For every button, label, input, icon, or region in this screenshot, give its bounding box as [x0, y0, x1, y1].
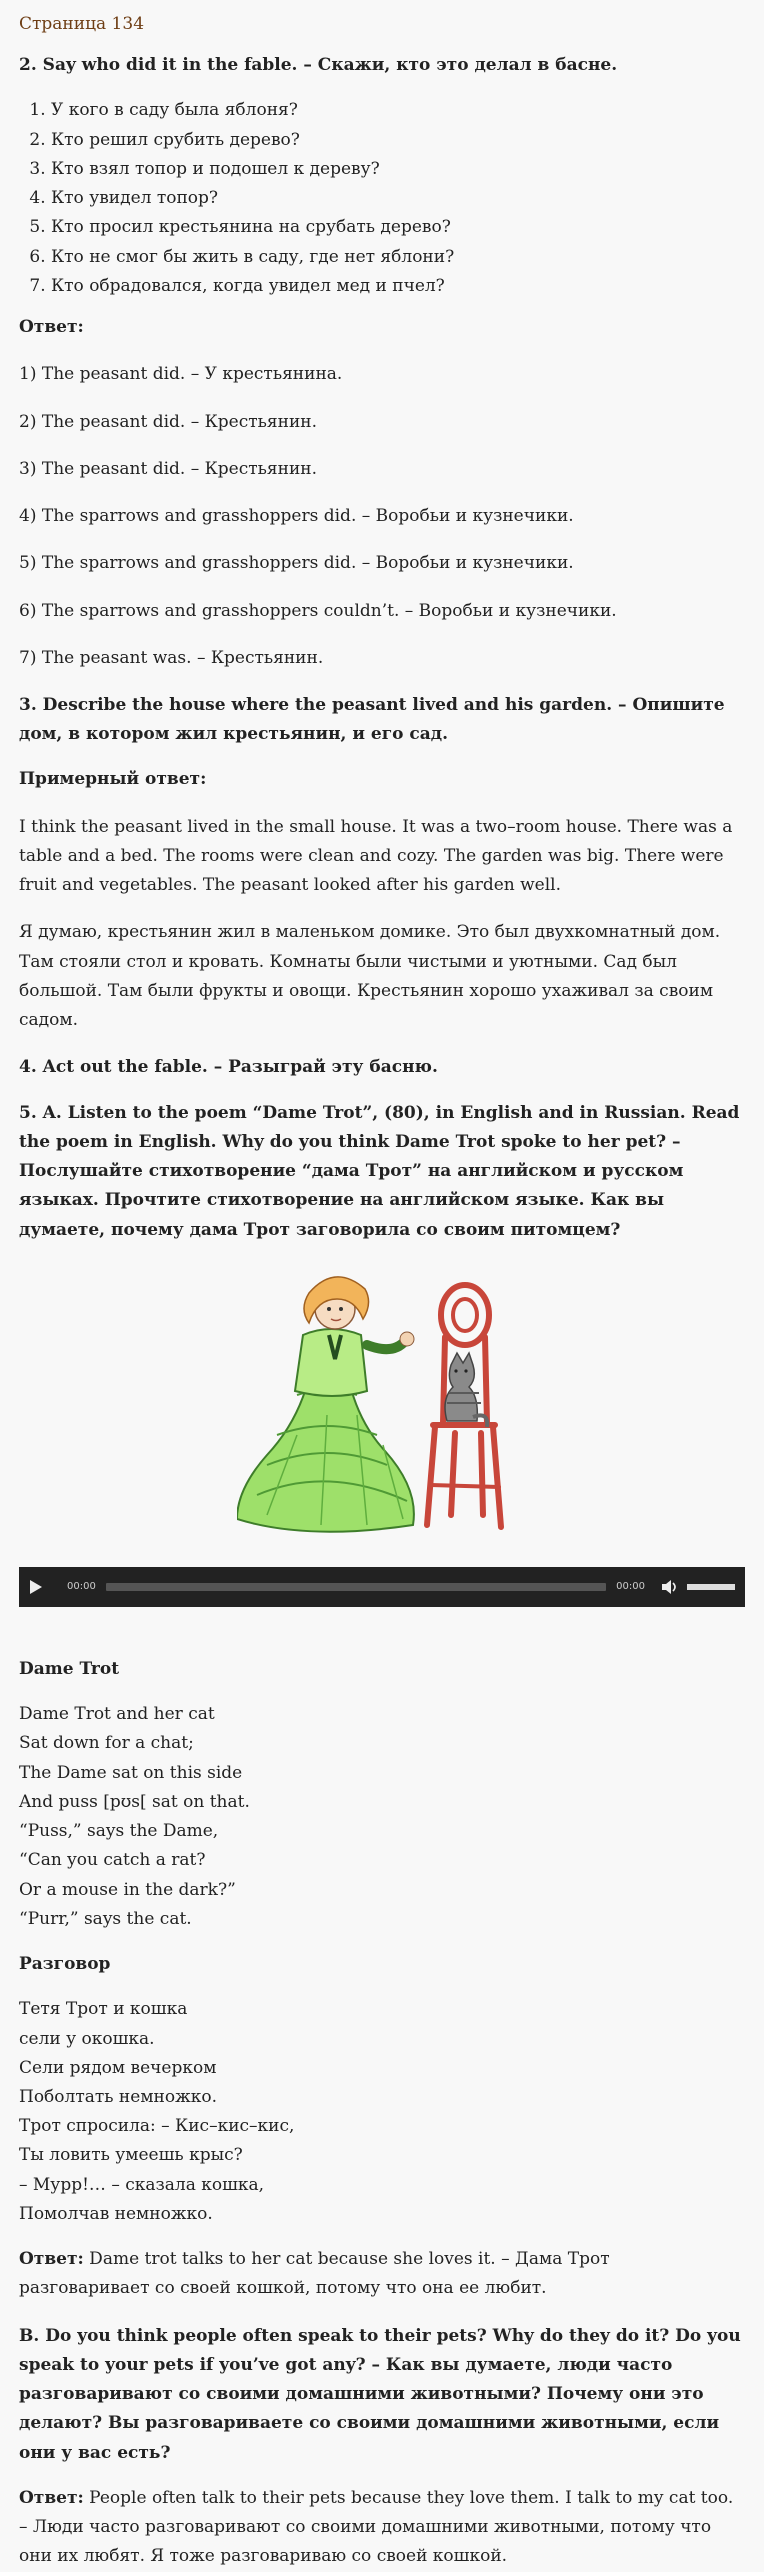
audio-player	[19, 1567, 745, 1607]
answer-line: 1) The peasant did. – У крестьянина.	[19, 364, 343, 385]
exercise-5b-heading: B. Do you think people often speak to their pets? Why do they do it? Do you speak to your pets if you’ve got any? – Как вы думаете, люди часто разговаривают со своими домашними животными? Почему они это делают? Вы разговариваете со своими домашними животными, если они у вас есть?	[19, 2325, 741, 2463]
exercise-2-heading: 2. Say who did it in the fable. – Скажи, кто это делал в басне.	[19, 55, 618, 76]
list-item: 7. Кто обрадовался, когда увидел мед и пчел?	[51, 272, 745, 301]
play-button[interactable]	[29, 1579, 43, 1595]
poem-line: Тетя Трот и кошка	[19, 1999, 188, 2020]
poem-en	[19, 1700, 745, 1934]
poem-ru	[19, 1995, 745, 2229]
list-item: 6. Кто не смог бы жить в саду, где нет яблони?	[51, 243, 745, 272]
poem-line: сели у окошка.	[19, 2028, 155, 2049]
cat-icon	[445, 1353, 487, 1427]
poem-line: “Purr,” says the cat.	[19, 1908, 192, 1929]
answer-label: Ответ:	[19, 2487, 84, 2508]
page-label: Страница 134	[19, 14, 145, 34]
poem-line: The Dame sat on this side	[19, 1762, 243, 1783]
dame-trot-and-cat-image	[237, 1265, 527, 1537]
answer-5a	[19, 2245, 745, 2303]
answer-line: 6) The sparrows and grasshoppers couldn’t. – Воробьи и кузнечики.	[19, 600, 617, 621]
exercise-2-questions	[19, 96, 745, 301]
list-item: 1. У кого в саду была яблоня?	[51, 96, 745, 125]
exercise-4-heading: 4. Act out the fable. – Разыграй эту басню.	[19, 1057, 438, 1078]
answer-5b	[19, 2484, 745, 2572]
volume-button[interactable]	[661, 1579, 679, 1595]
exercise-3-answer-label: Примерный ответ:	[19, 769, 207, 790]
answer-line: 5) The sparrows and grasshoppers did. – Воробьи и кузнечики.	[19, 553, 574, 574]
list-item: 2. Кто решил срубить дерево?	[51, 126, 745, 155]
exercise-5a-heading: 5. A. Listen to the poem “Dame Trot”, (80), in English and in Russian. Read the poem in English. Why do you think Dame Trot spoke to her pet? – Послушайте стихотворение “дама Трот” на английском и русском языках. Прочтите стихотворение на английском языке. Как вы думаете, почему дама Трот заговорила со своим питомцем?	[19, 1102, 740, 1240]
exercise-3-text-ru: Я думаю, крестьянин жил в маленьком домике. Это был двухкомнатный дом. Там стояли стол и кровать. Комнаты были чистыми и уютными. Сад был большой. Там были фрукты и овощи. Крестьянин хорошо ухаживал за своим садом.	[19, 922, 721, 1031]
list-item: 5. Кто просил крестьянина на срубать дерево?	[51, 213, 745, 242]
current-time: 00:00	[67, 1581, 96, 1593]
play-icon	[29, 1579, 43, 1595]
poem-line: “Puss,” says the Dame,	[19, 1821, 219, 1842]
answer-line: 4) The sparrows and grasshoppers did. – Воробьи и кузнечики.	[19, 506, 574, 527]
exercise-3-heading: 3. Describe the house where the peasant lived and his garden. – Опишите дом, в котором жил крестьянин, и его сад.	[19, 694, 725, 745]
volume-icon	[661, 1579, 679, 1595]
answer-text: People often talk to their pets because they love them. I talk to my cat too. – Люди часто разговаривают со своими домашними животными, потому что они их любят. Я тоже разговариваю со своей кошкой.	[19, 2487, 734, 2567]
poem-line: Or a mouse in the dark?”	[19, 1879, 236, 1900]
list-item: 3. Кто взял топор и подошел к дереву?	[51, 155, 745, 184]
poem-line: Dame Trot and her cat	[19, 1704, 215, 1725]
duration-time: 00:00	[616, 1581, 645, 1593]
list-item: 4. Кто увидел топор?	[51, 184, 745, 213]
exercise-3-text-en: I think the peasant lived in the small house. It was a two–room house. There was a table and a bed. The rooms were clean and cozy. The garden was big. There were fruit and vegetables. The peasant looked after his garden well.	[19, 816, 733, 896]
exercise-2-answer-label: Ответ:	[19, 317, 84, 338]
answer-line: 2) The peasant did. – Крестьянин.	[19, 411, 318, 432]
poem-line: – Мурр!… – сказала кошка,	[19, 2174, 265, 2195]
poem-line: “Can you catch a rat?	[19, 1850, 206, 1871]
audio-progress-track[interactable]	[106, 1583, 606, 1591]
poem-line: Трот спросила: – Кис–кис–кис,	[19, 2116, 295, 2137]
poem-line: And puss [pʊs[ sat on that.	[19, 1791, 250, 1812]
dame-trot-figure	[237, 1277, 414, 1532]
poem-line: Сели рядом вечерком	[19, 2057, 217, 2078]
answer-line: 3) The peasant did. – Крестьянин.	[19, 458, 318, 479]
poem-line: Поболтать немножко.	[19, 2087, 218, 2108]
answer-line: 7) The peasant was. – Крестьянин.	[19, 647, 324, 668]
poem-line: Помолчав немножко.	[19, 2203, 213, 2224]
poem-en-title: Dame Trot	[19, 1658, 120, 1679]
poem-ru-title: Разговор	[19, 1954, 111, 1975]
volume-slider[interactable]	[687, 1584, 735, 1590]
answer-text: Dame trot talks to her cat because she loves it. – Дама Трот разговаривает со своей кошкой, потому что она ее любит.	[19, 2249, 610, 2299]
poem-line: Ты ловить умеешь крыс?	[19, 2145, 243, 2166]
dame-trot-illustration	[19, 1265, 745, 1547]
poem-line: Sat down for a chat;	[19, 1733, 194, 1754]
answer-label: Ответ:	[19, 2249, 84, 2270]
